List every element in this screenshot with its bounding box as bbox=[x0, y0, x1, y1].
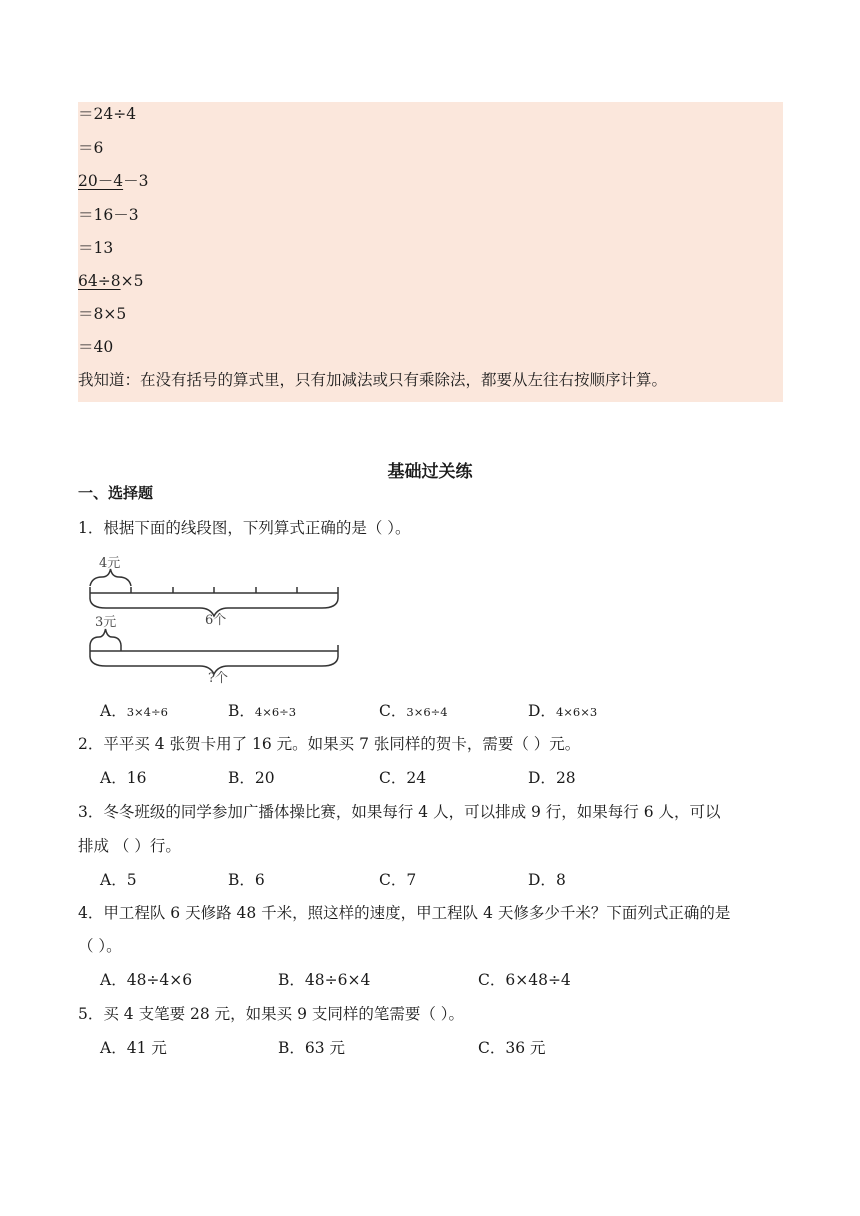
option-a[interactable]: A．16 bbox=[100, 769, 147, 787]
question-4-line-1: 4．甲工程队 6 天修路 48 千米，照这样的速度，甲工程队 4 天修多少千米？下面列式正确的是 bbox=[78, 904, 731, 922]
option-b[interactable]: B．48÷6×4 bbox=[278, 971, 371, 989]
underlined-step: 64÷8 bbox=[78, 272, 121, 290]
option-d[interactable]: D．28 bbox=[528, 769, 576, 787]
question-2: 2．平平买 4 张贺卡用了 16 元。如果买 7 张同样的贺卡，需要（ ）元。 bbox=[78, 735, 581, 753]
calc-line bbox=[78, 171, 148, 191]
question-1: 1．根据下面的线段图，下列算式正确的是（ ）。 bbox=[78, 519, 411, 537]
calc-line: ＝8×5 bbox=[78, 305, 127, 323]
question-5: 5．买 4 支笔要 28 元，如果买 9 支同样的笔需要（ ）。 bbox=[78, 1005, 465, 1023]
section-title: 基础过关练 bbox=[387, 462, 473, 482]
option-b[interactable]: B．20 bbox=[228, 769, 275, 787]
option-d[interactable]: D．4×6×3 bbox=[528, 702, 598, 720]
top-count-label: 6个 bbox=[205, 613, 227, 628]
calc-line: ＝40 bbox=[78, 338, 114, 356]
underlined-step: 20－4 bbox=[78, 172, 124, 190]
option-b[interactable]: B．4×6÷3 bbox=[228, 702, 297, 720]
bottom-count-label: ?个 bbox=[208, 671, 228, 686]
option-c[interactable]: C．6×48÷4 bbox=[478, 971, 571, 989]
answer-box bbox=[78, 102, 783, 402]
option-c[interactable]: C．24 bbox=[379, 769, 427, 787]
option-a[interactable]: A．5 bbox=[100, 871, 137, 889]
remaining-step: ×5 bbox=[120, 272, 144, 290]
calc-line: ＝6 bbox=[78, 139, 104, 157]
option-c[interactable]: C．3×6÷4 bbox=[379, 702, 448, 720]
remaining-step: －3 bbox=[123, 172, 149, 190]
bottom-unit-label: 3元 bbox=[95, 615, 117, 630]
option-d[interactable]: D．8 bbox=[528, 871, 566, 889]
calc-line: ＝16－3 bbox=[78, 206, 139, 224]
calc-line bbox=[78, 271, 143, 291]
option-b[interactable]: B．63 元 bbox=[278, 1039, 346, 1057]
option-a[interactable]: A．3×4÷6 bbox=[100, 702, 168, 720]
bottom-top-brace bbox=[90, 629, 121, 645]
question-3-line-1: 3．冬冬班级的同学参加广播体操比赛，如果每行 4 人，可以排成 9 行，如果每行 6 人，可以 bbox=[78, 803, 721, 821]
line-segment-diagram bbox=[82, 550, 362, 690]
top-brace bbox=[90, 569, 131, 586]
option-c[interactable]: C．36 元 bbox=[478, 1039, 546, 1057]
option-c[interactable]: C．7 bbox=[379, 871, 417, 889]
calc-line: ＝24÷4 bbox=[78, 105, 137, 123]
part-title: 一、选择题 bbox=[78, 484, 154, 502]
top-unit-label: 4元 bbox=[99, 556, 121, 571]
calc-line: ＝13 bbox=[78, 239, 114, 257]
conclusion-text: 我知道：在没有括号的算式里，只有加减法或只有乘除法，都要从左往右按顺序计算。 bbox=[78, 371, 668, 389]
question-4-line-2: （ ）。 bbox=[78, 937, 122, 955]
question-3-line-2: 排成 （ ）行。 bbox=[78, 837, 181, 855]
option-a[interactable]: A．48÷4×6 bbox=[100, 971, 193, 989]
option-a[interactable]: A．41 元 bbox=[100, 1039, 167, 1057]
option-b[interactable]: B．6 bbox=[228, 871, 265, 889]
